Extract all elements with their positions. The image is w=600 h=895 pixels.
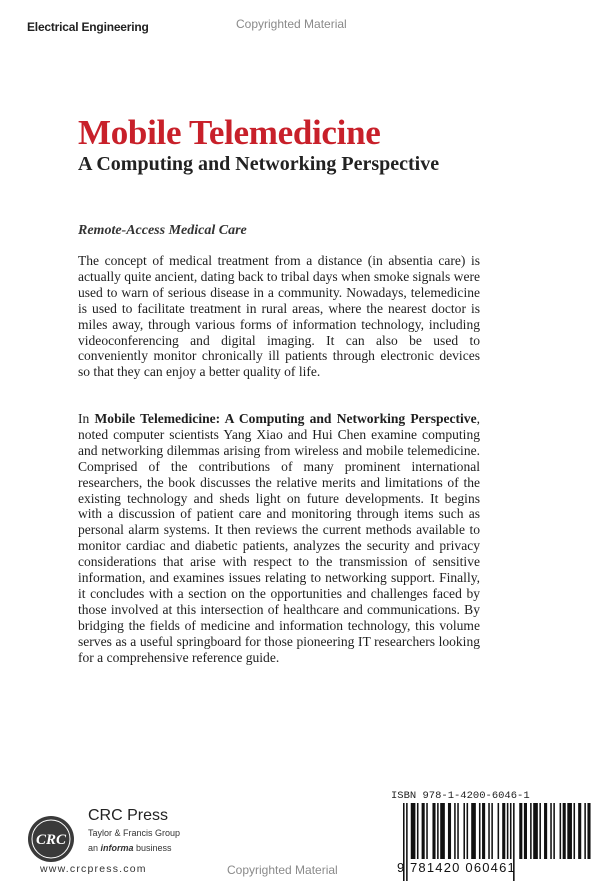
barcode-bar (539, 803, 541, 859)
barcode-bar (574, 803, 576, 859)
publisher-name: CRC Press (88, 807, 169, 824)
series-label: Electrical Engineering (27, 20, 149, 34)
barcode-bar (530, 803, 532, 859)
description-paragraph-1: The concept of medical treatment from a distance (in absentia care) is actually quite ancient, dating back to tribal days when smoke signals were used to warn of serious disease in a community. Nowadays, telemedicine is used to facilitate treatment in rural areas, where the nearest doctor is miles away, through various forms of information technology, including videoconferencing and digital imaging. It can also be used to conveniently monitor chronically ill patients through electronic devices so that they can enjoy a better quality of life. (78, 253, 480, 380)
barcode-bar (519, 803, 522, 859)
barcode-bar (524, 803, 527, 859)
book-title: Mobile Telemedicine (78, 113, 381, 152)
paragraph2-body: , noted computer scientists Yang Xiao and Hui Chen examine computing and networking dilemmas arising from wireless and mobile telemedicine. Comprised of the contributions of many prominent international researchers, the book discusses the relative merits and limitations of the existing technology and sheds light on future developments. It begins with a discussion of patient care and monitoring through items such as personal alarm systems. It then reviews the current methods available to monitor cardiac and diabetic patients, analyzes the security and privacy considerations that arise with respect to the transmission of sensitive information, and examines issues relating to networking support. Finally, it concludes with a section on the opportunities and challenges faced by those involved at this intersection of healthcare and communications. By bridging the fields of medicine and information technology, this volume serves as a useful springboard for those pioneering IT researchers looking for a comprehensive reference guide. (78, 411, 480, 665)
barcode-bar (491, 803, 493, 859)
barcode-bar (454, 803, 456, 859)
barcode-bar (544, 803, 547, 859)
barcode-bar (463, 803, 465, 859)
barcode-bar (533, 803, 538, 859)
publisher-group: Taylor & Francis Group (88, 828, 181, 838)
publisher-informa (88, 843, 172, 853)
barcode-bar (457, 803, 459, 859)
barcode-bar (563, 803, 566, 859)
watermark-top: Copyrighted Material (236, 17, 347, 31)
informa-suffix: business (133, 843, 172, 853)
barcode-bar (567, 803, 572, 859)
crc-logo-icon (27, 815, 75, 863)
barcode-bar (422, 803, 425, 859)
barcode-bar (578, 803, 581, 859)
section-heading: Remote-Access Medical Care (78, 223, 247, 238)
description-paragraph-2 (78, 411, 480, 666)
barcode-digits: 781420 060461 (410, 860, 516, 875)
barcode-bar (498, 803, 500, 859)
barcode-bar (482, 803, 485, 859)
barcode-bar (553, 803, 555, 859)
barcode-bar (502, 803, 505, 859)
barcode-bar (507, 803, 509, 859)
barcode-bar (440, 803, 445, 859)
barcode-bar (488, 803, 490, 859)
book-subtitle: A Computing and Networking Perspective (78, 153, 440, 175)
paragraph2-lead: In (78, 411, 95, 426)
isbn-label: ISBN 978-1-4200-6046-1 (391, 790, 530, 802)
barcode-bar (406, 803, 408, 881)
crc-logo-text: CRC (35, 832, 67, 848)
informa-prefix: an (88, 843, 101, 853)
watermark-bottom: Copyrighted Material (227, 863, 338, 877)
barcode-bar (550, 803, 552, 859)
barcode-bar (448, 803, 451, 859)
barcode-bar (417, 803, 419, 859)
barcode-first-digit: 9 (397, 860, 405, 875)
publisher-url[interactable]: www.crcpress.com (40, 863, 147, 875)
barcode-bar (426, 803, 428, 859)
barcode-bar (432, 803, 435, 859)
barcode-bar (467, 803, 469, 859)
barcode-bar (560, 803, 562, 859)
barcode-bar (471, 803, 476, 859)
paragraph2-book-title: Mobile Telemedicine: A Computing and Networking Perspective (94, 411, 477, 426)
barcode-bar (437, 803, 439, 859)
barcode-bar (411, 803, 416, 859)
informa-brand: informa (100, 843, 134, 853)
barcode-bar (587, 803, 590, 859)
barcode-bar (510, 803, 512, 859)
barcode-bar (479, 803, 481, 859)
barcode-bar (584, 803, 586, 859)
